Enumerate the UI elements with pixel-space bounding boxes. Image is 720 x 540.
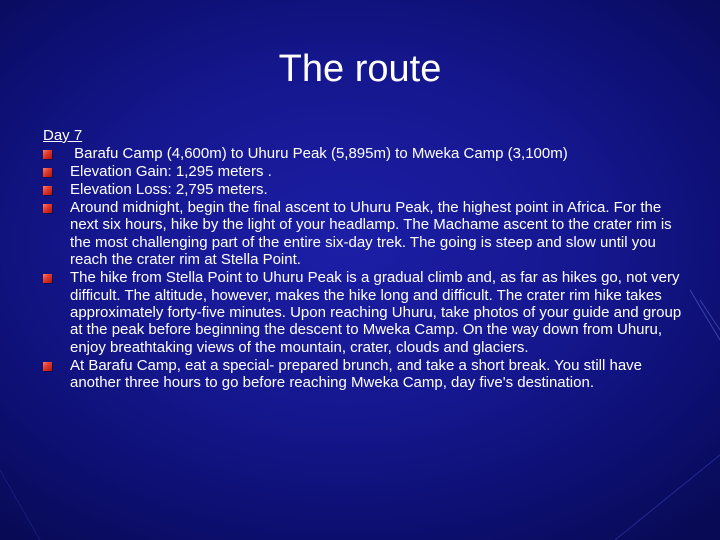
square-bullet-icon (43, 204, 52, 213)
bullet-text: The hike from Stella Point to Uhuru Peak is a gradual climb and, as far as hikes go, not very difficult. The altitude, however, makes the hike long and difficult. The crater rim hike takes approximately forty-five minutes. Upon reaching Uhuru, take photos of your guide and group at the peak before beginning the descent to Mweka Camp. On the way down from Uhuru, enjoy breathtaking views of the mountain, crater, clouds and glaciers. (70, 269, 682, 356)
square-bullet-icon (43, 186, 52, 195)
bullet-text: Elevation Gain: 1,295 meters . (70, 163, 272, 180)
day-heading: Day 7 (43, 127, 83, 144)
bullet-item (43, 163, 683, 180)
bullet-text: Around midnight, begin the final ascent to Uhuru Peak, the highest point in Africa. For the next six hours, hike by the light of your headlamp. The Machame ascent to the crater rim is the most challenging part of the entire six-day trek. The going is steep and slow until you reach the crater rim at Stella Point. (70, 199, 672, 269)
bullet-text: Barafu Camp (4,600m) to Uhuru Peak (5,895m) to Mweka Camp (3,100m) (70, 145, 568, 162)
bullet-list (43, 145, 683, 392)
square-bullet-icon (43, 362, 52, 371)
slide-title: The route (278, 48, 442, 90)
bullet-item (43, 357, 683, 392)
bullet-item (43, 181, 683, 198)
light-streak (690, 290, 720, 340)
bullet-item (43, 145, 683, 162)
light-streak (700, 300, 720, 330)
bullet-item (43, 199, 683, 269)
bullet-text: At Barafu Camp, eat a special- prepared brunch, and take a short break. You still have another three hours to go before reaching Mweka Camp, day five's destination. (70, 356, 643, 392)
square-bullet-icon (43, 150, 52, 159)
square-bullet-icon (43, 168, 52, 177)
bullet-item (43, 269, 683, 356)
light-streak (0, 470, 40, 540)
bullet-text: Elevation Loss: 2,795 meters. (70, 181, 268, 198)
square-bullet-icon (43, 274, 52, 283)
light-streak (615, 455, 720, 540)
